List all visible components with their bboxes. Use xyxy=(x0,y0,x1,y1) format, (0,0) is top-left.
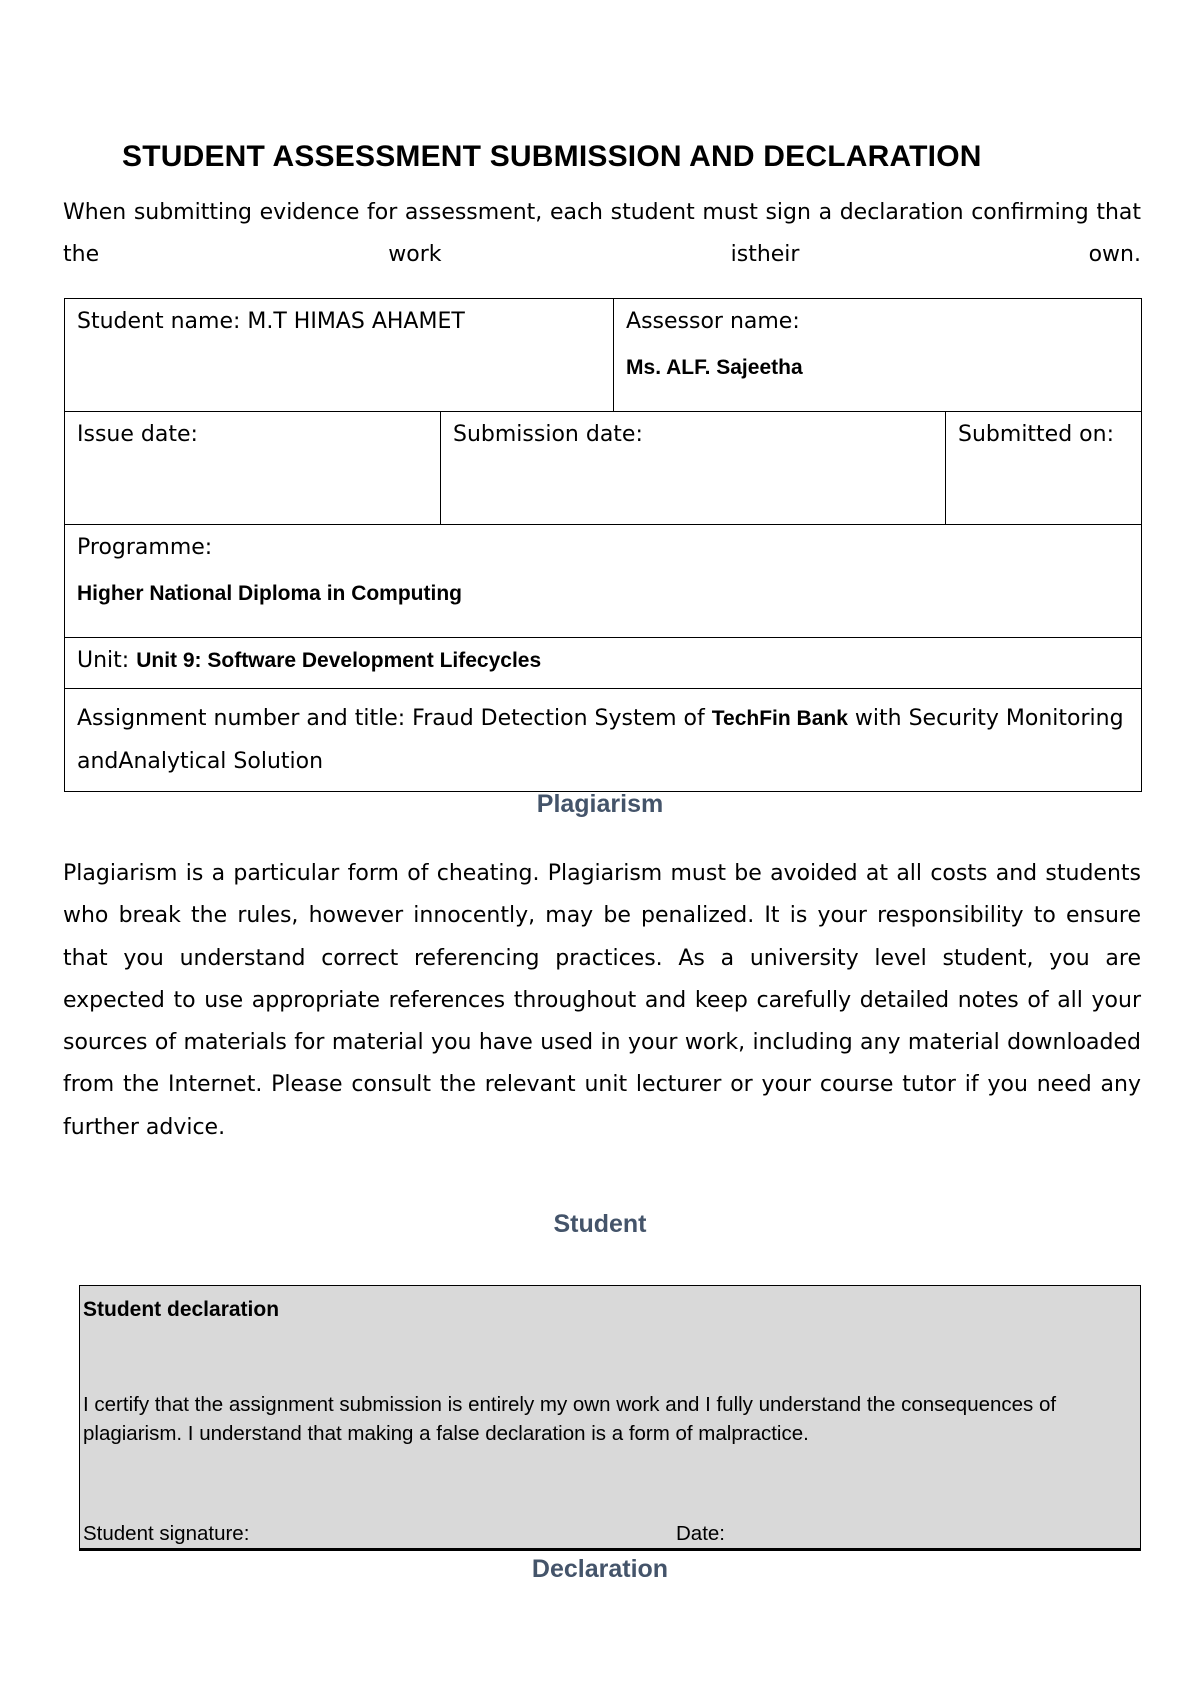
submitted-on-cell xyxy=(946,412,1142,525)
declaration-date-label: Date: xyxy=(676,1522,725,1545)
assignment-title-bank: TechFin Bank xyxy=(711,707,848,730)
declaration-text: I certify that the assignment submission is entirely my own work and I fully understand the consequences of plagiarism. I understand that making a false declaration is a form of malpractice. xyxy=(83,1393,1057,1445)
student-signature-label: Student signature: xyxy=(83,1522,250,1545)
unit-cell xyxy=(65,638,1142,689)
unit-label: Unit: xyxy=(77,648,130,673)
assessor-name-cell xyxy=(614,299,1142,412)
issue-date-label: Issue date: xyxy=(77,422,198,447)
student-name-label: Student name: M.T HIMAS AHAMET xyxy=(77,309,465,334)
assignment-cell xyxy=(65,689,1142,792)
programme-cell xyxy=(65,525,1142,638)
student-heading: Student xyxy=(553,1210,647,1238)
assessor-name-label: Assessor name: xyxy=(626,309,800,334)
assignment-title-part1: Assignment number and title: Fraud Detection System of xyxy=(77,706,712,731)
submission-date-cell xyxy=(441,412,946,525)
student-name-cell xyxy=(65,299,614,412)
programme-label: Programme: xyxy=(77,535,213,560)
intro-paragraph: When submitting evidence for assessment, each student must sign a declaration confirming that the work istheir own. xyxy=(63,200,1141,267)
submission-info-table xyxy=(64,298,1142,792)
submission-date-label: Submission date: xyxy=(453,422,643,447)
programme-value: Higher National Diploma in Computing xyxy=(77,582,462,605)
declaration-heading: Declaration xyxy=(531,1555,669,1583)
assessor-name-value: Ms. ALF. Sajeetha xyxy=(626,356,803,379)
declaration-title: Student declaration xyxy=(83,1298,280,1321)
assignment-title-part2: with Security Monitoring andAnalytical Solution xyxy=(77,706,1124,774)
page-title: STUDENT ASSESSMENT SUBMISSION AND DECLARATION xyxy=(122,140,982,173)
plagiarism-heading: Plagiarism xyxy=(536,790,664,818)
unit-value: Unit 9: Software Development Lifecycles xyxy=(136,649,542,672)
issue-date-cell xyxy=(65,412,441,525)
student-declaration-box xyxy=(79,1285,1141,1551)
plagiarism-paragraph: Plagiarism is a particular form of cheating. Plagiarism must be avoided at all costs and students who break the rules, however innocently, may be penalized. It is your responsibility to ensure that you understand correct referencing practices. As a university level student, you are expected to use appropriate references throughout and keep carefully detailed notes of all your sources of materials for material you have used in your work, including any material downloaded from the Internet. Please consult the relevant unit lecturer or your course tutor if you need any further advice. xyxy=(63,861,1141,1140)
submitted-on-label: Submitted on: xyxy=(958,422,1114,447)
